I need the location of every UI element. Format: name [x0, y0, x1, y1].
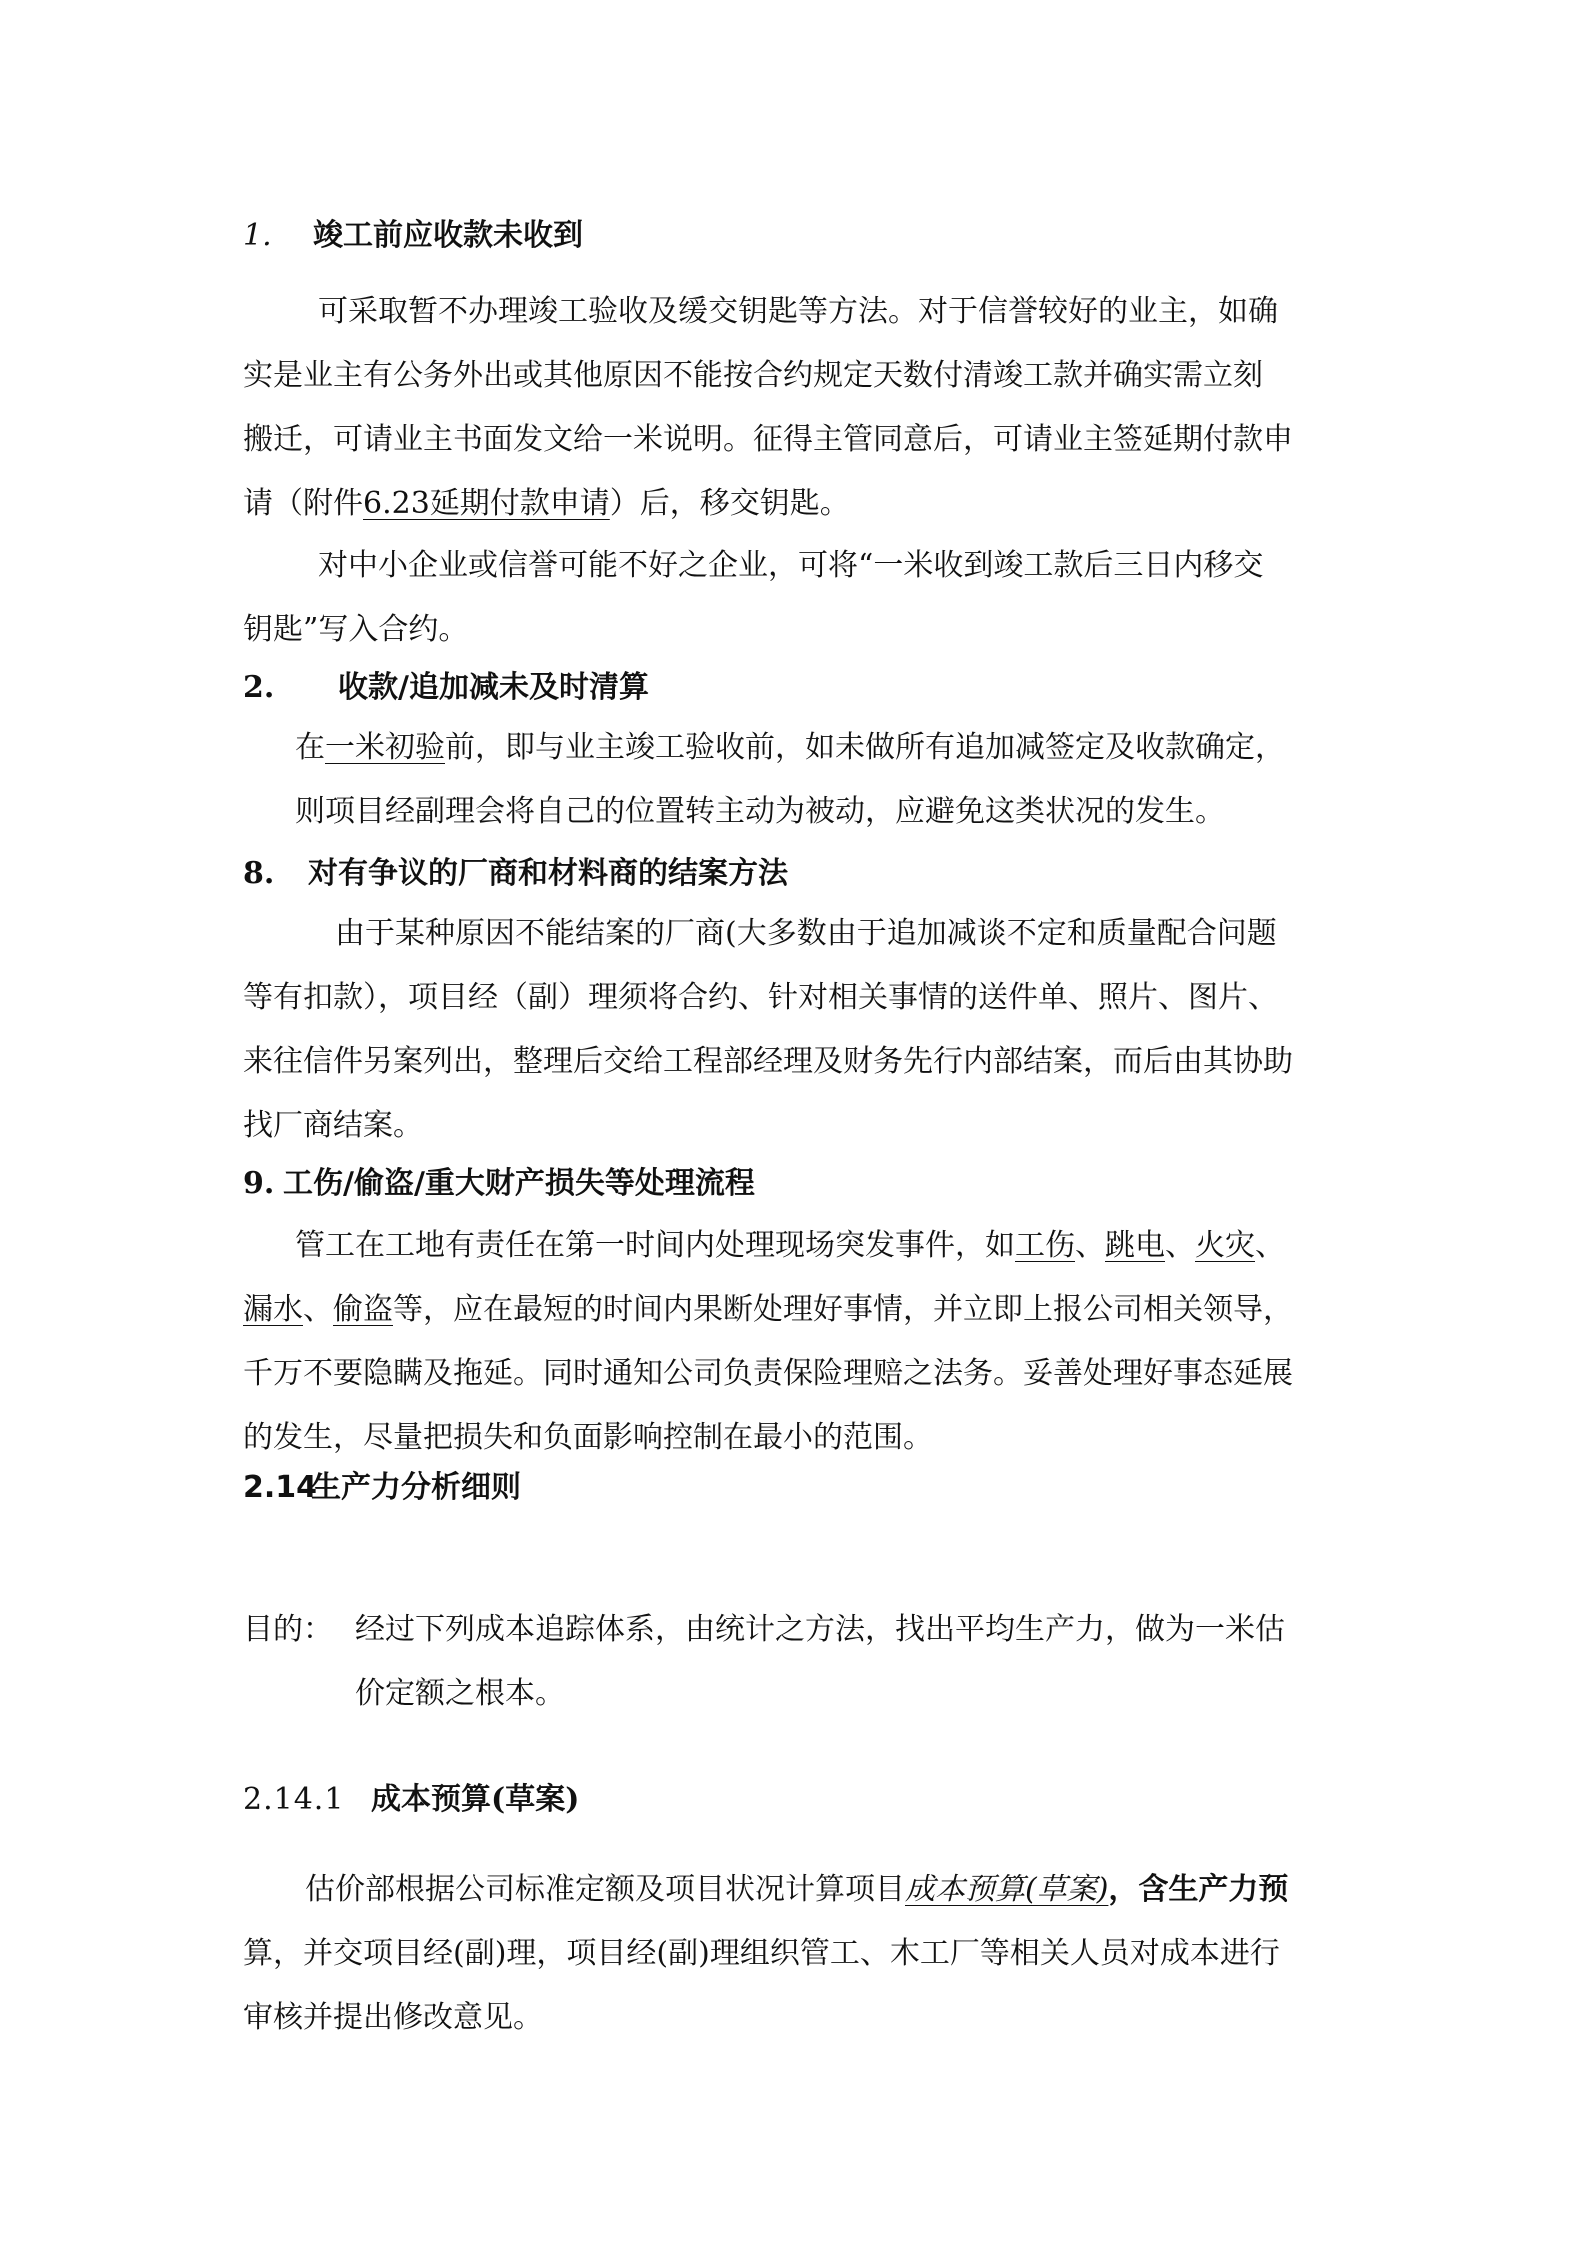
text-line: 则项目经副理会将自己的位置转主动为被动，应避免这类状况的发生。 [295, 794, 1225, 829]
section-8-heading [243, 850, 1353, 898]
section-2-heading [243, 664, 1353, 712]
text-line: 的发生，尽量把损失和负面影响控制在最小的范围。 [243, 1420, 933, 1455]
text-span: 、 [303, 1292, 333, 1327]
text-line [243, 472, 1353, 536]
text-span: ）后，移交钥匙。 [609, 486, 850, 521]
section-title: 收款/追加减未及时清算 [338, 670, 649, 705]
section-number: 9. [243, 1166, 275, 1201]
section-title: 竣工前应收款未收到 [313, 218, 583, 253]
text-line: 价定额之根本。 [355, 1676, 565, 1711]
section-title: 工伤/偷盗/重大财产损失等处理流程 [283, 1166, 755, 1201]
text-line [243, 1598, 1353, 1662]
section-2-14-heading [243, 1464, 1353, 1512]
text-line: 可采取暂不办理竣工验收及缓交钥匙等方法。对于信誉较好的业主，如确 [318, 294, 1278, 329]
section-1-paragraph-2 [243, 534, 1353, 662]
text-span: 在 [295, 730, 325, 765]
text-span: 、 [1075, 1228, 1105, 1263]
section-9-paragraph [243, 1214, 1353, 1470]
keyword-link[interactable]: 工伤 [1015, 1228, 1075, 1263]
section-1-paragraph-1 [243, 280, 1353, 536]
text-line: 实是业主有公务外出或其他原因不能按合约规定天数付清竣工款并确实需立刻 [243, 358, 1263, 393]
text-span: 经过下列成本追踪体系，由统计之方法，找出平均生产力，做为一米估 [355, 1612, 1285, 1647]
section-2-14-1-heading [243, 1776, 1353, 1824]
section-title: 成本预算(草案) [371, 1782, 580, 1817]
purpose-label: 目的： [243, 1612, 333, 1647]
section-number: 2.14 [243, 1470, 318, 1505]
section-number: 2. [243, 670, 275, 705]
text-line: 千万不要隐瞒及拖延。同时通知公司负责保险理赔之法务。妥善处理好事态延展 [243, 1356, 1293, 1391]
keyword-link[interactable]: 跳电 [1105, 1228, 1165, 1263]
keyword-link[interactable]: 偷盗 [333, 1292, 393, 1327]
section-1-heading [243, 212, 1353, 260]
section-8-paragraph [243, 902, 1353, 1158]
keyword-link[interactable]: 火灾 [1195, 1228, 1255, 1263]
section-title: 对有争议的厂商和材料商的结案方法 [308, 856, 788, 891]
text-span: 等，应在最短的时间内果断处理好事情，并立即上报公司相关领导， [393, 1292, 1293, 1327]
text-line: 等有扣款），项目经（副）理须将合约、针对相关事情的送件单、照片、图片、 [243, 980, 1278, 1015]
section-2-paragraph [295, 716, 1405, 844]
text-span: 、 [1165, 1228, 1195, 1263]
text-line: 由于某种原因不能结案的厂商(大多数由于追加减谈不定和质量配合问题 [335, 916, 1277, 951]
text-span: 、 [1255, 1228, 1285, 1263]
text-line: 审核并提出修改意见。 [243, 2000, 543, 2035]
section-number: 8. [243, 856, 275, 891]
section-number: 2.14.1 [243, 1782, 345, 1817]
section-number: 1. [243, 218, 272, 253]
section-title: 生产力分析细则 [311, 1470, 521, 1505]
text-span: ，含生产力预 [1108, 1872, 1289, 1907]
text-line: 找厂商结案。 [243, 1108, 423, 1143]
text-line [243, 1214, 1353, 1278]
term-link[interactable]: 一米初验 [325, 730, 445, 765]
text-line: 对中小企业或信誉可能不好之企业，可将“一米收到竣工款后三日内移交 [318, 548, 1264, 583]
text-line: 来往信件另案列出，整理后交给工程部经理及财务先行内部结案，而后由其协助 [243, 1044, 1293, 1079]
attachment-link[interactable]: 6.23延期付款申请 [363, 486, 610, 521]
text-span: 前，即与业主竣工验收前，如未做所有追加减签定及收款确定， [445, 730, 1285, 765]
text-line: 算，并交项目经(副)理，项目经(副)理组织管工、木工厂等相关人员对成本进行 [243, 1936, 1280, 1971]
section-9-heading [243, 1160, 1353, 1208]
budget-draft-link[interactable]: 成本预算(草案) [905, 1872, 1109, 1907]
section-2-14-1-paragraph [243, 1858, 1353, 2050]
text-line [295, 716, 1405, 780]
text-line [243, 1278, 1353, 1342]
text-span: 管工在工地有责任在第一时间内处理现场突发事件，如 [295, 1228, 1015, 1263]
text-line: 钥匙”写入合约。 [243, 612, 469, 647]
text-line: 搬迁，可请业主书面发文给一米说明。征得主管同意后，可请业主签延期付款申 [243, 422, 1293, 457]
keyword-link[interactable]: 漏水 [243, 1292, 303, 1327]
text-line [243, 1858, 1353, 1922]
text-span: 估价部根据公司标准定额及项目状况计算项目 [305, 1872, 905, 1907]
purpose-paragraph [243, 1598, 1353, 1726]
text-span: 请（附件 [243, 486, 363, 521]
